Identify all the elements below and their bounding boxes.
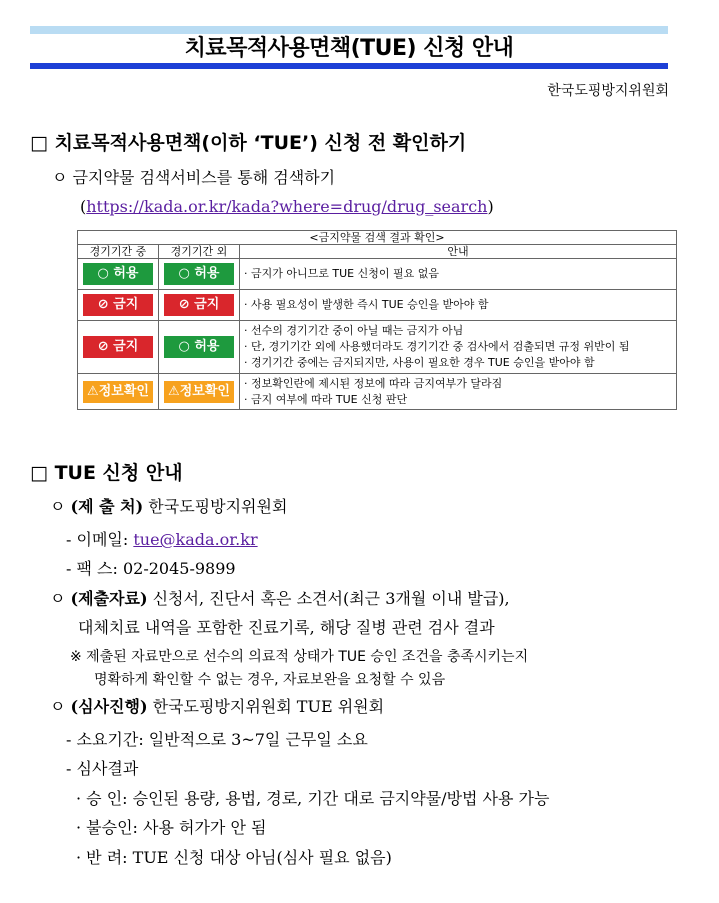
guide-text: · 선수의 경기기간 중이 아닐 때는 금지가 아님: [244, 324, 464, 337]
section1-heading: □ 치료목적사용면책(이하 ‘TUE’) 신청 전 확인하기: [30, 132, 467, 154]
col-header-guide: 안내: [240, 245, 677, 259]
title-top-bar: [30, 26, 668, 34]
guide-text: · 경기기간 중에는 금지되지만, 사용이 필요한 경우 TUE 승인을 받아야 함: [244, 356, 595, 369]
guide-text: · 사용 필요성이 발생한 즉시 TUE 승인을 받아야 함: [244, 298, 489, 311]
result-denied: · 불승인: 사용 허가가 안 됨: [76, 818, 267, 837]
email-line: - 이메일: tue@kada.or.kr: [66, 530, 258, 549]
note-line-2: 명확하게 확인할 수 없는 경우, 자료보완을 요청할 수 있음: [94, 672, 446, 688]
email-link[interactable]: tue@kada.or.kr: [133, 530, 258, 549]
guide-text: · 정보확인란에 제시된 정보에 따라 금지여부가 달라짐: [244, 376, 503, 390]
search-link-line: (https://kada.or.kr/kada?where=drug/drug_search): [80, 197, 494, 216]
title-bottom-bar: [30, 63, 668, 69]
result-returned: · 반 려: TUE 신청 대상 아님(심사 필요 없음): [76, 848, 392, 867]
status-badge-allowed: ○ 허용: [83, 263, 153, 285]
col-header-in-competition: 경기기간 중: [78, 245, 159, 259]
note-line-1: ※ 제출된 자료만으로 선수의 의료적 상태가 TUE 승인 조건을 충족시키는지: [70, 649, 529, 665]
guide-text: · 단, 경기기간 외에 사용했더라도 경기기간 중 검사에서 검출되면 규정 위반이 됨: [244, 340, 630, 353]
status-badge-prohibited: ⊘ 금지: [164, 294, 234, 316]
review-period: - 소요기간: 일반적으로 3~7일 근무일 소요: [66, 730, 368, 749]
col-header-out-competition: 경기기간 외: [159, 245, 240, 259]
status-badge-info-check: ⚠정보확인: [83, 381, 153, 403]
section2-heading: □ TUE 신청 안내: [30, 462, 183, 484]
submit-to-line: ㅇ (제 출 처) 한국도핑방지위원회: [50, 497, 288, 516]
search-instruction: ㅇ 금지약물 검색서비스를 통해 검색하기: [52, 168, 336, 187]
review-result-label: - 심사결과: [66, 759, 139, 778]
status-badge-allowed: ○ 허용: [164, 336, 234, 358]
result-approved: · 승 인: 승인된 용량, 용법, 경로, 기간 대로 금지약물/방법 사용 가능: [76, 789, 550, 808]
table-title: <금지약물 검색 결과 확인>: [78, 231, 677, 245]
status-badge-prohibited: ⊘ 금지: [83, 336, 153, 358]
guide-text: · 금지가 아니므로 TUE 신청이 필요 없음: [244, 267, 439, 280]
guide-text: · 금지 여부에 따라 TUE 신청 판단: [244, 392, 408, 406]
documents-line: ㅇ (제출자료) 신청서, 진단서 혹은 소견서(최근 3개월 이내 발급),: [50, 589, 510, 608]
search-result-table: [77, 230, 677, 410]
organization-name: 한국도핑방지위원회: [547, 83, 669, 99]
status-badge-info-check: ⚠정보확인: [164, 381, 234, 403]
fax-line: - 팩 스: 02-2045-9899: [66, 559, 236, 578]
status-badge-allowed: ○ 허용: [164, 263, 234, 285]
page-title: 치료목적사용면책(TUE) 신청 안내: [184, 36, 514, 61]
documents-line-2: 대체치료 내역을 포함한 진료기록, 해당 질병 관련 검사 결과: [78, 618, 495, 637]
drug-search-link[interactable]: https://kada.or.kr/kada?where=drug/drug_search: [86, 197, 488, 216]
status-badge-prohibited: ⊘ 금지: [83, 294, 153, 316]
review-line: ㅇ (심사진행) 한국도핑방지위원회 TUE 위원회: [50, 697, 385, 716]
